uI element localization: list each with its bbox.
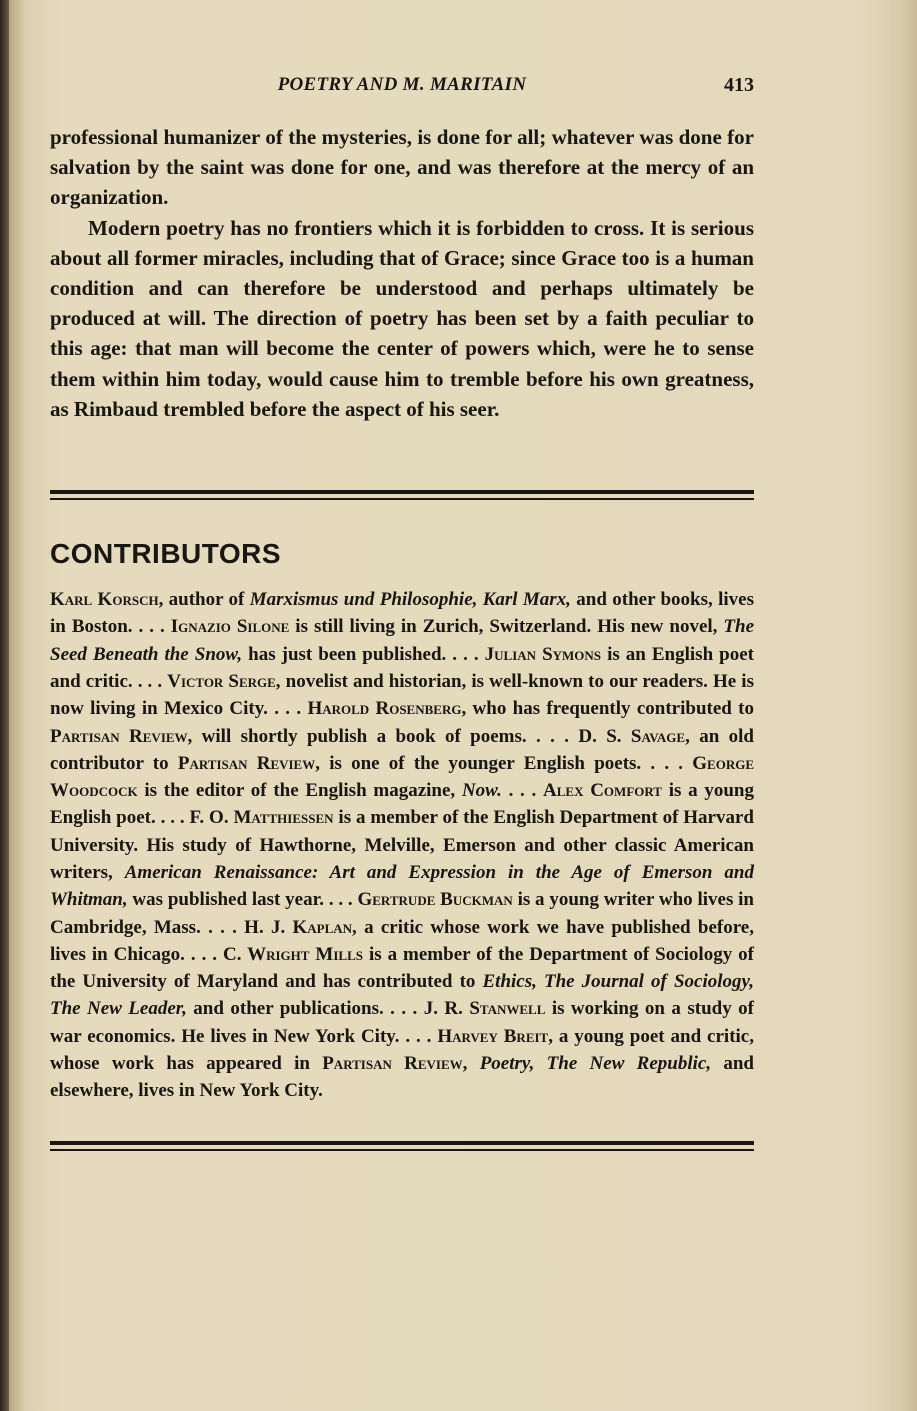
contributor-note: is a member of the English Department of Harvard University. His study of Hawthorne, Melville, Emerson and other classic American writers,	[50, 807, 754, 883]
contributor-note: is a member of the Department of Sociology of the University of Maryland and has contributed to	[50, 943, 754, 993]
rule-thick	[50, 1141, 754, 1145]
contributor-note: was published last year. . . .	[127, 889, 358, 911]
contributors-paragraph	[50, 586, 754, 1105]
section-divider-top	[50, 490, 754, 500]
publication-title: American Renaissance: Art and Expression in the Age of Emerson and Whitman,	[50, 862, 754, 911]
page-number: 413	[724, 74, 754, 96]
contributor-name: D. S. Savage,	[578, 725, 690, 747]
contributor-note: is an English poet and critic. . . .	[50, 643, 754, 692]
contributor-name: Partisan Review,	[177, 752, 320, 774]
contributor-name: George Woodcock	[50, 752, 755, 802]
contributor-name: Karl Korsch,	[50, 589, 164, 611]
page-content	[50, 70, 754, 1151]
rule-thin	[50, 1149, 754, 1151]
contributor-note	[467, 1053, 479, 1074]
contributor-note: and other books, lives in Boston. . . .	[50, 589, 754, 638]
contributor-note: has just been published. . . .	[242, 643, 485, 665]
contributor-note: will shortly publish a book of poems. . . .	[192, 725, 579, 747]
contributor-note: is one of the younger English poets. . . .	[319, 752, 693, 774]
binding-gutter	[0, 0, 9, 1411]
contributor-note: and other publications. . . .	[186, 998, 424, 1020]
contributor-note: is still living in Zurich, Switzerland. His new novel,	[289, 616, 724, 638]
contributor-note: is working on a study of war economics. He lives in New York City. . . .	[50, 998, 754, 1047]
contributor-name: J. R. Stanwell	[423, 998, 546, 1020]
contributor-name: Gertrude Buckman	[357, 889, 513, 911]
contributors-heading: CONTRIBUTORS	[50, 538, 282, 570]
contributor-name: Partisan Review,	[322, 1053, 468, 1075]
running-title: POETRY AND M. MARITAIN	[277, 74, 527, 95]
contributor-name: Ignazio Silone	[170, 616, 290, 638]
contributor-note: a young poet and critic, whose work has appeared in	[50, 1025, 754, 1075]
contributor-note: novelist and historian, is well-known to our readers. He is now living in Mexico City. . . .	[50, 670, 754, 720]
contributor-name: H. J. Kaplan,	[244, 916, 357, 938]
contributor-note: a critic whose work we have published before, lives in Chicago. . . .	[50, 916, 754, 965]
section-divider-bottom	[50, 1141, 754, 1151]
contributor-name: F. O. Matthiessen	[189, 807, 334, 829]
contributor-name: Harold Rosenberg,	[307, 698, 467, 720]
publication-title: Poetry, The New Republic,	[479, 1053, 712, 1075]
contributor-note: is a young writer who lives in Cambridge, Mass. . . .	[50, 889, 754, 938]
publication-title: Ethics, The Journal of Sociology, The New Leader,	[50, 971, 754, 1020]
contributor-name: Alex Comfort	[543, 780, 662, 802]
publication-title: Now.	[461, 780, 502, 802]
contributor-note: . . .	[501, 780, 544, 802]
publication-title: Marxismus und Philosophie, Karl Marx,	[249, 589, 571, 611]
contributor-name: C. Wright Mills	[223, 943, 363, 965]
contributor-name: Partisan Review,	[50, 725, 193, 747]
rule-thin	[50, 498, 754, 500]
publication-title: The Seed Beneath the Snow,	[50, 616, 754, 665]
contributor-note: is the editor of the English magazine,	[137, 780, 462, 802]
contributor-note: author of	[163, 589, 250, 611]
running-head	[50, 70, 754, 102]
contributor-name: Harvey Breit,	[437, 1025, 553, 1047]
paragraph-1: professional humanizer of the mysteries, is done for all; whatever was done for salvation by the saint was done for one, and was therefore at the mercy of an organization.	[50, 125, 754, 210]
contributor-name: Victor Serge,	[167, 670, 281, 692]
contributor-note: and elsewhere, lives in New York City.	[50, 1053, 754, 1102]
contributor-note: who has frequently contributed to	[466, 698, 754, 720]
body-text	[50, 122, 754, 424]
rule-thick	[50, 490, 754, 494]
paragraph-2: Modern poetry has no frontiers which it is forbidden to cross. It is serious about all former miracles, including that of Grace; since Grace too is a human condition and can therefore be understood and perhaps ultimately be produced at will. The direction of poetry has been set by a faith peculiar to this age: that man will become the center of powers which, were he to sense them within him today, would cause him to tremble before his own greatness, as Rimbaud trembled before the aspect of his seer.	[50, 215, 754, 421]
contributor-note: is a young English poet. . . .	[50, 780, 754, 829]
contributor-name: Julian Symons	[484, 643, 602, 665]
contributor-note: an old contributor to	[50, 725, 754, 774]
